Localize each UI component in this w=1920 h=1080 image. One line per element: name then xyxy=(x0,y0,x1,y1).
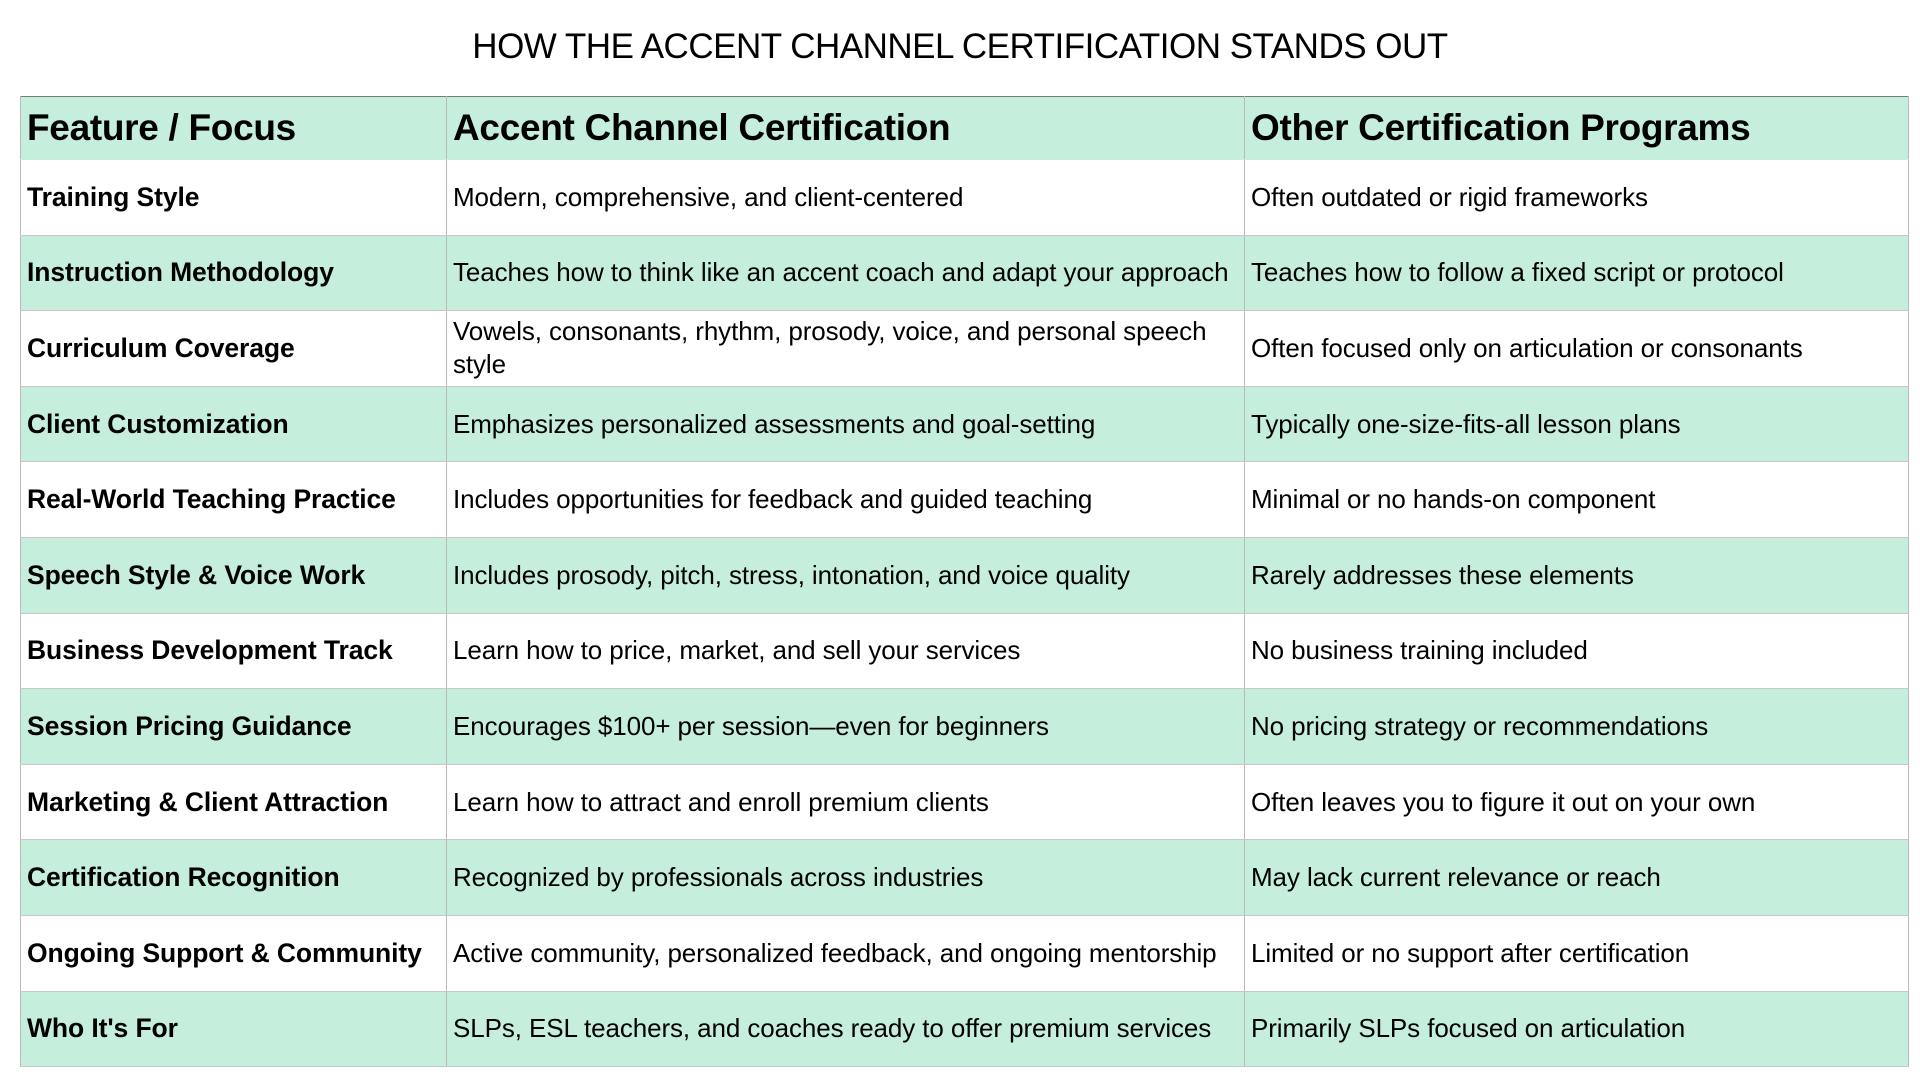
table-row xyxy=(21,160,1909,236)
table-row xyxy=(21,235,1909,311)
comparison-table xyxy=(20,96,1909,1067)
feature-cell: Who It's For xyxy=(21,991,447,1067)
table-row xyxy=(21,462,1909,538)
accent-cell: Includes opportunities for feedback and guided teaching xyxy=(447,462,1245,538)
feature-cell: Marketing & Client Attraction xyxy=(21,764,447,840)
accent-cell: Learn how to price, market, and sell your services xyxy=(447,613,1245,689)
table-row xyxy=(21,764,1909,840)
table-row xyxy=(21,915,1909,991)
table-header-row xyxy=(21,97,1909,160)
page-title: HOW THE ACCENT CHANNEL CERTIFICATION STANDS OUT xyxy=(472,27,1448,66)
accent-cell: Vowels, consonants, rhythm, prosody, voice, and personal speech style xyxy=(447,311,1245,387)
feature-cell: Ongoing Support & Community xyxy=(21,915,447,991)
column-header-accent-channel: Accent Channel Certification xyxy=(447,97,1245,160)
feature-cell: Client Customization xyxy=(21,386,447,462)
table-row xyxy=(21,689,1909,765)
feature-cell: Training Style xyxy=(21,160,447,236)
accent-cell: Includes prosody, pitch, stress, intonation, and voice quality xyxy=(447,537,1245,613)
accent-cell: Recognized by professionals across industries xyxy=(447,840,1245,916)
column-header-other-programs: Other Certification Programs xyxy=(1245,97,1909,160)
feature-cell: Speech Style & Voice Work xyxy=(21,537,447,613)
accent-cell: SLPs, ESL teachers, and coaches ready to offer premium services xyxy=(447,991,1245,1067)
accent-cell: Encourages $100+ per session—even for beginners xyxy=(447,689,1245,765)
feature-cell: Session Pricing Guidance xyxy=(21,689,447,765)
accent-cell: Emphasizes personalized assessments and goal-setting xyxy=(447,386,1245,462)
accent-cell: Teaches how to think like an accent coach and adapt your approach xyxy=(447,235,1245,311)
other-cell: Minimal or no hands-on component xyxy=(1245,462,1909,538)
table-row xyxy=(21,386,1909,462)
table-row xyxy=(21,840,1909,916)
accent-cell: Active community, personalized feedback, and ongoing mentorship xyxy=(447,915,1245,991)
other-cell: Often outdated or rigid frameworks xyxy=(1245,160,1909,236)
feature-cell: Curriculum Coverage xyxy=(21,311,447,387)
table-row xyxy=(21,537,1909,613)
other-cell: Typically one-size-fits-all lesson plans xyxy=(1245,386,1909,462)
other-cell: Rarely addresses these elements xyxy=(1245,537,1909,613)
feature-cell: Instruction Methodology xyxy=(21,235,447,311)
accent-cell: Modern, comprehensive, and client-centered xyxy=(447,160,1245,236)
other-cell: Often leaves you to figure it out on your own xyxy=(1245,764,1909,840)
other-cell: Teaches how to follow a fixed script or protocol xyxy=(1245,235,1909,311)
other-cell: May lack current relevance or reach xyxy=(1245,840,1909,916)
other-cell: No pricing strategy or recommendations xyxy=(1245,689,1909,765)
other-cell: Primarily SLPs focused on articulation xyxy=(1245,991,1909,1067)
feature-cell: Business Development Track xyxy=(21,613,447,689)
other-cell: No business training included xyxy=(1245,613,1909,689)
feature-cell: Real-World Teaching Practice xyxy=(21,462,447,538)
table-row xyxy=(21,311,1909,387)
other-cell: Limited or no support after certification xyxy=(1245,915,1909,991)
table-row xyxy=(21,613,1909,689)
other-cell: Often focused only on articulation or consonants xyxy=(1245,311,1909,387)
table-row xyxy=(21,991,1909,1067)
feature-cell: Certification Recognition xyxy=(21,840,447,916)
column-header-feature: Feature / Focus xyxy=(21,97,447,160)
accent-cell: Learn how to attract and enroll premium clients xyxy=(447,764,1245,840)
